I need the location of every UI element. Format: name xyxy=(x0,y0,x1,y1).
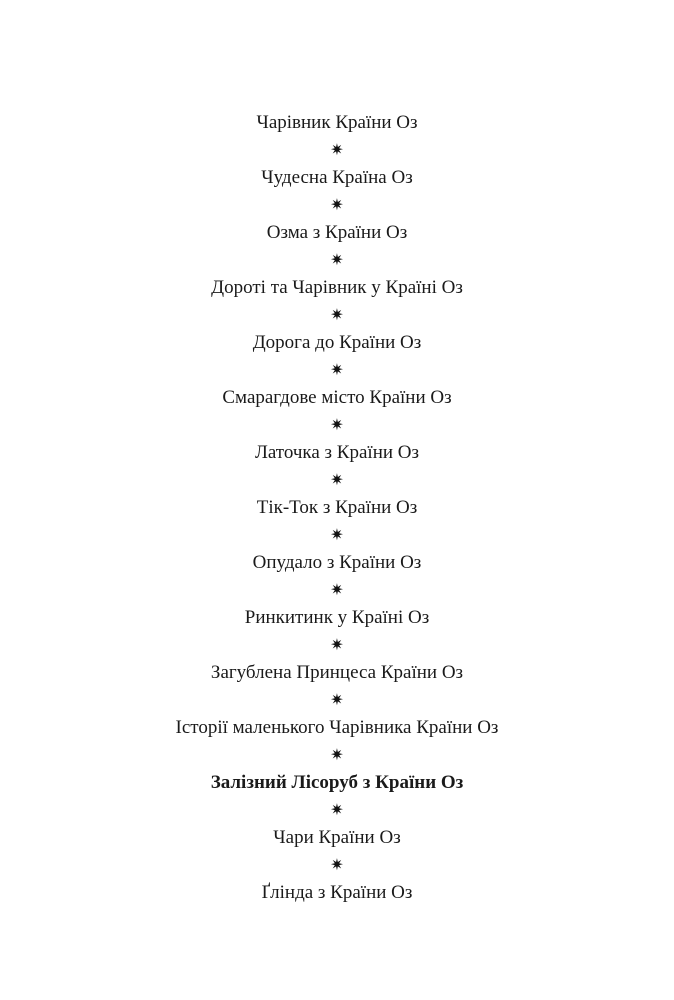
star-separator-icon: ✷ xyxy=(330,140,344,159)
star-separator-icon: ✷ xyxy=(330,855,344,874)
star-separator-icon: ✷ xyxy=(330,525,344,544)
series-title-10: Ринкитинк у Країні Оз xyxy=(244,607,430,628)
series-title-7: Латочка з Країни Оз xyxy=(254,442,420,463)
star-separator-icon: ✷ xyxy=(330,800,344,819)
star-separator-icon: ✷ xyxy=(330,415,344,434)
series-title-11: Загублена Принцеса Країни Оз xyxy=(210,662,464,683)
series-title-14: Чари Країни Оз xyxy=(273,827,401,848)
star-separator-icon: ✷ xyxy=(330,250,344,269)
series-title-8: Тік-Ток з Країни Оз xyxy=(256,497,418,518)
series-title-5: Дорога до Країни Оз xyxy=(252,332,422,353)
star-separator-icon: ✷ xyxy=(330,580,344,599)
star-separator-icon: ✷ xyxy=(330,305,344,324)
star-separator-icon: ✷ xyxy=(330,745,344,764)
series-title-4: Дороті та Чарівник у Країні Оз xyxy=(211,277,463,298)
series-title-list xyxy=(0,106,674,909)
star-separator-icon: ✷ xyxy=(330,635,344,654)
series-title-3: Озма з Країни Оз xyxy=(266,222,408,243)
series-title-2: Чудесна Країна Оз xyxy=(261,167,413,188)
series-title-12: Історії маленького Чарівника Країни Оз xyxy=(175,717,499,738)
star-separator-icon: ✷ xyxy=(330,690,344,709)
series-title-15: Ґлінда з Країни Оз xyxy=(261,882,413,903)
star-separator-icon: ✷ xyxy=(330,470,344,489)
series-title-6: Смарагдове місто Країни Оз xyxy=(222,387,452,408)
series-title-1: Чарівник Країни Оз xyxy=(256,112,418,133)
star-separator-icon: ✷ xyxy=(330,360,344,379)
series-title-current: Залізний Лісоруб з Країни Оз xyxy=(210,772,464,793)
star-separator-icon: ✷ xyxy=(330,195,344,214)
series-title-9: Опудало з Країни Оз xyxy=(252,552,422,573)
